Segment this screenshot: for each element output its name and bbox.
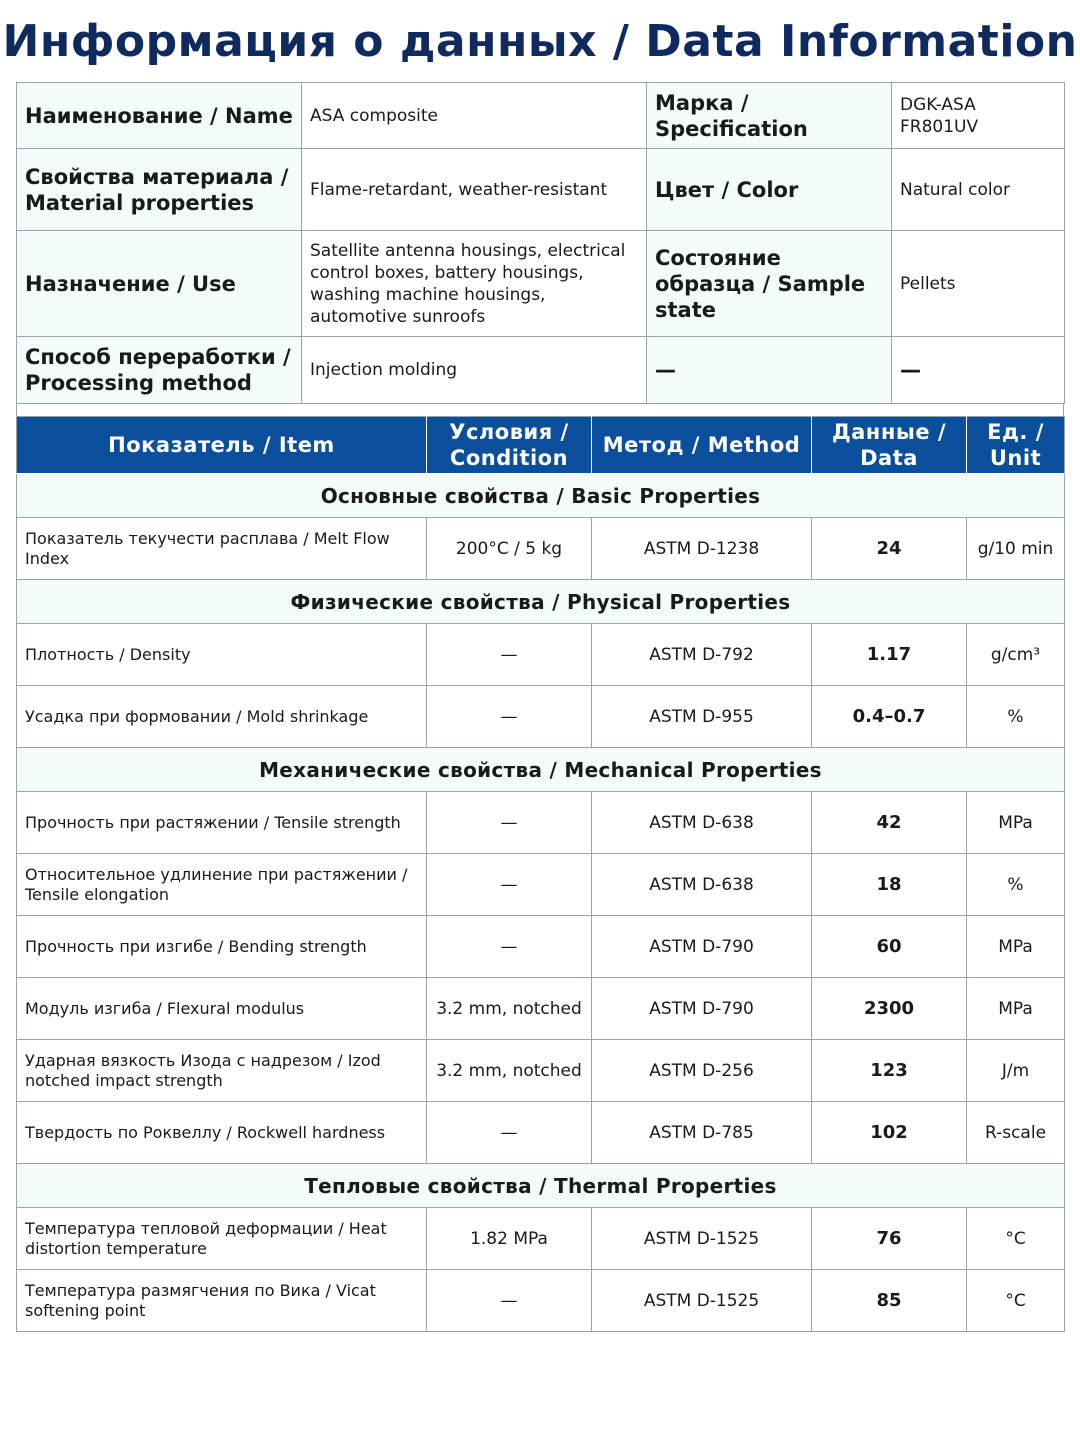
row-unit: % xyxy=(967,686,1065,748)
spec-value: DGK-ASA FR801UV xyxy=(892,83,1065,149)
header-condition: Условия / Condition xyxy=(427,417,592,474)
color-value: Natural color xyxy=(892,149,1065,231)
properties-label: Свойства материала / Material properties xyxy=(17,149,302,231)
row-method: ASTM D-1525 xyxy=(592,1208,812,1270)
row-condition: 3.2 mm, notched xyxy=(427,978,592,1040)
row-item: Плотность / Density xyxy=(17,624,427,686)
empty-value: — xyxy=(892,337,1065,404)
table-row xyxy=(17,686,1065,748)
table-row xyxy=(17,916,1065,978)
table-row xyxy=(17,518,1065,580)
row-item: Модуль изгиба / Flexural modulus xyxy=(17,978,427,1040)
table-row xyxy=(17,978,1065,1040)
row-data: 18 xyxy=(812,854,967,916)
row-unit: % xyxy=(967,854,1065,916)
row-item: Относительное удлинение при растяжении / Tensile elongation xyxy=(17,854,427,916)
row-unit: °C xyxy=(967,1270,1065,1332)
name-value: ASA composite xyxy=(302,83,647,149)
spec-label: Марка / Specification xyxy=(647,83,892,149)
table-row xyxy=(17,1102,1065,1164)
row-data: 76 xyxy=(812,1208,967,1270)
properties-value: Flame-retardant, weather-resistant xyxy=(302,149,647,231)
sample-state-label: Состояние образца / Sample state xyxy=(647,231,892,337)
section-title-physical: Физические свойства / Physical Properties xyxy=(17,580,1065,624)
row-method: ASTM D-1525 xyxy=(592,1270,812,1332)
row-data: 123 xyxy=(812,1040,967,1102)
section-row-mechanical xyxy=(17,748,1065,792)
row-unit: g/cm³ xyxy=(967,624,1065,686)
info-row-use xyxy=(17,231,1065,337)
row-unit: J/m xyxy=(967,1040,1065,1102)
empty-label: — xyxy=(647,337,892,404)
row-method: ASTM D-790 xyxy=(592,916,812,978)
row-data: 102 xyxy=(812,1102,967,1164)
row-method: ASTM D-256 xyxy=(592,1040,812,1102)
processing-value: Injection molding xyxy=(302,337,647,404)
row-item: Температура размягчения по Вика / Vicat softening point xyxy=(17,1270,427,1332)
row-method: ASTM D-1238 xyxy=(592,518,812,580)
row-item: Усадка при формовании / Mold shrinkage xyxy=(17,686,427,748)
row-method: ASTM D-638 xyxy=(592,792,812,854)
section-title-mechanical: Механические свойства / Mechanical Properties xyxy=(17,748,1065,792)
info-row-name xyxy=(17,83,1065,149)
table-row xyxy=(17,1208,1065,1270)
row-item: Ударная вязкость Изода с надрезом / Izod notched impact strength xyxy=(17,1040,427,1102)
table-spacer xyxy=(16,403,1064,416)
page-title: Информация о данных / Data Information xyxy=(2,16,1078,67)
table-row xyxy=(17,624,1065,686)
row-unit: g/10 min xyxy=(967,518,1065,580)
section-row-physical xyxy=(17,580,1065,624)
table-row xyxy=(17,854,1065,916)
row-data: 42 xyxy=(812,792,967,854)
row-unit: MPa xyxy=(967,978,1065,1040)
row-condition: — xyxy=(427,1270,592,1332)
section-title-basic: Основные свойства / Basic Properties xyxy=(17,474,1065,518)
row-data: 0.4–0.7 xyxy=(812,686,967,748)
row-condition: — xyxy=(427,624,592,686)
row-data: 60 xyxy=(812,916,967,978)
processing-label: Способ переработки / Processing method xyxy=(17,337,302,404)
row-data: 85 xyxy=(812,1270,967,1332)
row-condition: 200°C / 5 kg xyxy=(427,518,592,580)
row-data: 24 xyxy=(812,518,967,580)
row-method: ASTM D-638 xyxy=(592,854,812,916)
row-condition: — xyxy=(427,686,592,748)
row-condition: — xyxy=(427,1102,592,1164)
row-unit: MPa xyxy=(967,916,1065,978)
table-row xyxy=(17,792,1065,854)
color-label: Цвет / Color xyxy=(647,149,892,231)
row-data: 2300 xyxy=(812,978,967,1040)
row-item: Прочность при изгибе / Bending strength xyxy=(17,916,427,978)
table-row xyxy=(17,1270,1065,1332)
row-item: Температура тепловой деформации / Heat distortion temperature xyxy=(17,1208,427,1270)
row-method: ASTM D-792 xyxy=(592,624,812,686)
row-item: Твердость по Роквеллу / Rockwell hardness xyxy=(17,1102,427,1164)
row-unit: R-scale xyxy=(967,1102,1065,1164)
section-title-thermal: Тепловые свойства / Thermal Properties xyxy=(17,1164,1065,1208)
row-item: Прочность при растяжении / Tensile strength xyxy=(17,792,427,854)
properties-table xyxy=(16,416,1065,1332)
row-condition: — xyxy=(427,916,592,978)
header-unit: Ед. / Unit xyxy=(967,417,1065,474)
header-method: Метод / Method xyxy=(592,417,812,474)
row-method: ASTM D-785 xyxy=(592,1102,812,1164)
section-row-basic xyxy=(17,474,1065,518)
use-value: Satellite antenna housings, electrical control boxes, battery housings, washing machine housings, automotive sunroofs xyxy=(302,231,647,337)
table-row xyxy=(17,1040,1065,1102)
row-method: ASTM D-790 xyxy=(592,978,812,1040)
row-unit: °C xyxy=(967,1208,1065,1270)
row-unit: MPa xyxy=(967,792,1065,854)
row-item: Показатель текучести расплава / Melt Flow Index xyxy=(17,518,427,580)
header-data: Данные / Data xyxy=(812,417,967,474)
row-method: ASTM D-955 xyxy=(592,686,812,748)
row-condition: 3.2 mm, notched xyxy=(427,1040,592,1102)
row-condition: 1.82 MPa xyxy=(427,1208,592,1270)
header-row xyxy=(17,417,1065,474)
row-data: 1.17 xyxy=(812,624,967,686)
row-condition: — xyxy=(427,854,592,916)
row-condition: — xyxy=(427,792,592,854)
material-info-table xyxy=(16,82,1065,404)
use-label: Назначение / Use xyxy=(17,231,302,337)
info-row-properties xyxy=(17,149,1065,231)
info-row-processing xyxy=(17,337,1065,404)
sample-state-value: Pellets xyxy=(892,231,1065,337)
header-item: Показатель / Item xyxy=(17,417,427,474)
name-label: Наименование / Name xyxy=(17,83,302,149)
section-row-thermal xyxy=(17,1164,1065,1208)
